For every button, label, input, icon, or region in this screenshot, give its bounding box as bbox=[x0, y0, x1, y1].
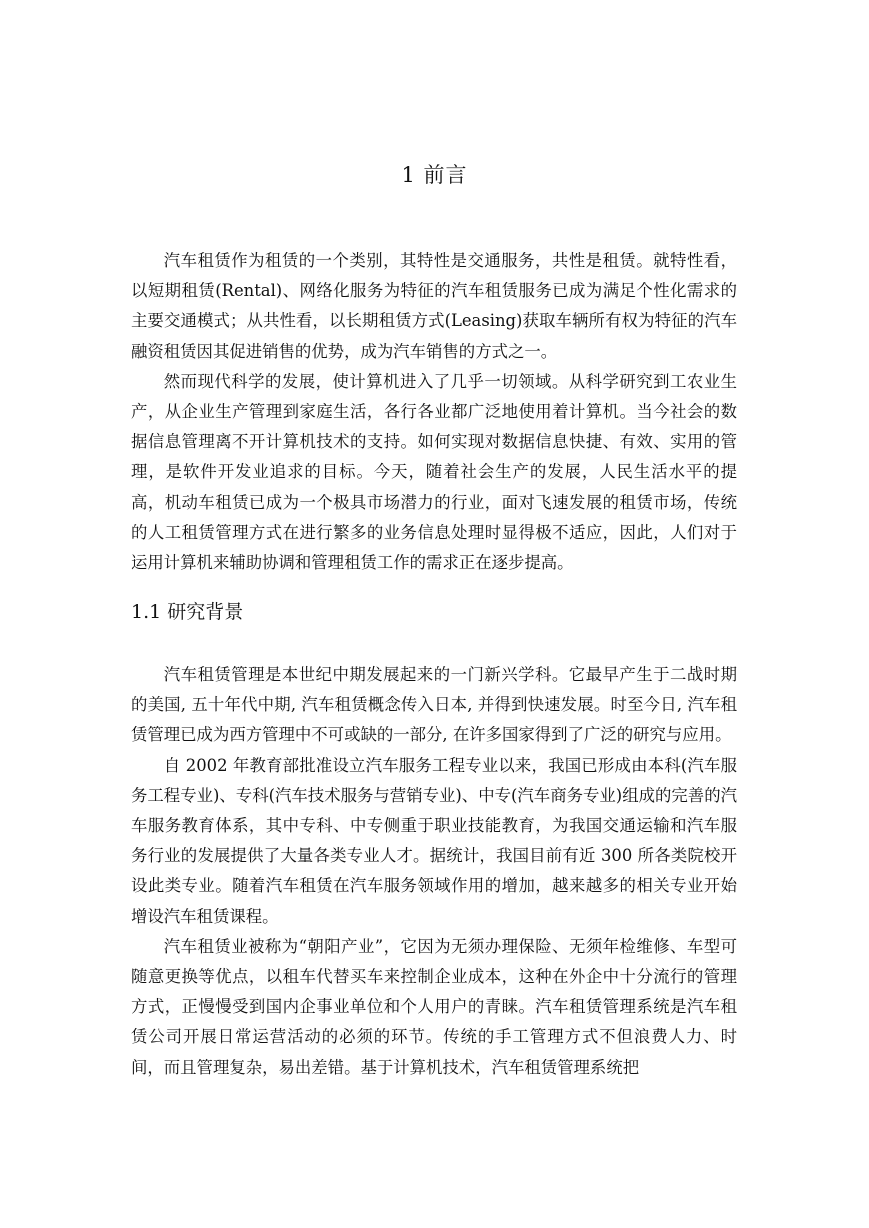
intro-paragraph-1: 汽车租赁作为租赁的一个类别，其特性是交通服务，共性是租赁。就特性看，以短期租赁(Rental)、网络化服务为特征的汽车租赁服务已成为满足个性化需求的主要交通模式；从共性看，以长期租赁方式(Leasing)获取车辆所有权为特征的汽车融资租赁因其促进销售的优势，成为汽车销售的方式之一。 bbox=[131, 251, 737, 361]
chapter-title: 1 前言 bbox=[401, 163, 468, 187]
background-paragraph-1: 汽车租赁管理是本世纪中期发展起来的一门新兴学科。它最早产生于二战时期的美国, 五十年代中期, 汽车租赁概念传入日本, 并得到快速发展。时至今日, 汽车租赁管理已成为西方管理中不可或缺的一部分, 在许多国家得到了广泛的研究与应用。 bbox=[131, 665, 737, 745]
intro-paragraph-2: 然而现代科学的发展，使计算机进入了几乎一切领域。从科学研究到工农业生产，从企业生产管理到家庭生活，各行各业都广泛地使用着计算机。当今社会的数据信息管理离不开计算机技术的支持。如何实现对数据信息快捷、有效、实用的管理，是软件开发业追求的目标。今天，随着社会生产的发展，人民生活水平的提高，机动车租赁已成为一个极具市场潜力的行业，面对飞速发展的租赁市场，传统的人工租赁管理方式在进行繁多的业务信息处理时显得极不适应，因此，人们对于运用计算机来辅助协调和管理租赁工作的需求正在逐步提高。 bbox=[131, 371, 737, 573]
background-paragraph-2: 自 2002 年教育部批准设立汽车服务工程专业以来，我国已形成由本科(汽车服务工程专业)、专科(汽车技术服务与营销专业)、中专(汽车商务专业)组成的完善的汽车服务教育体系，其中专科、中专侧重于职业技能教育，为我国交通运输和汽车服务行业的发展提供了大量各类专业人才。据统计，我国目前有近 300 所各类院校开设此类专业。随着汽车租赁在汽车服务领域作用的增加，越来越多的相关专业开始增设汽车租赁课程。 bbox=[131, 755, 737, 926]
intro-section bbox=[131, 246, 737, 578]
background-paragraph-3: 汽车租赁业被称为“朝阳产业”，它因为无须办理保险、无须年检维修、车型可随意更换等优点，以租车代替买车来控制企业成本，这种在外企中十分流行的管理方式，正慢慢受到国内企事业单位和个人用户的青睐。汽车租赁管理系统是汽车租赁公司开展日常运营活动的必须的环节。传统的手工管理方式不但浪费人力、时间，而且管理复杂，易出差错。基于计算机技术，汽车租赁管理系统把 bbox=[131, 936, 737, 1077]
section-title: 1.1 研究背景 bbox=[131, 601, 244, 623]
background-section bbox=[131, 660, 737, 1083]
